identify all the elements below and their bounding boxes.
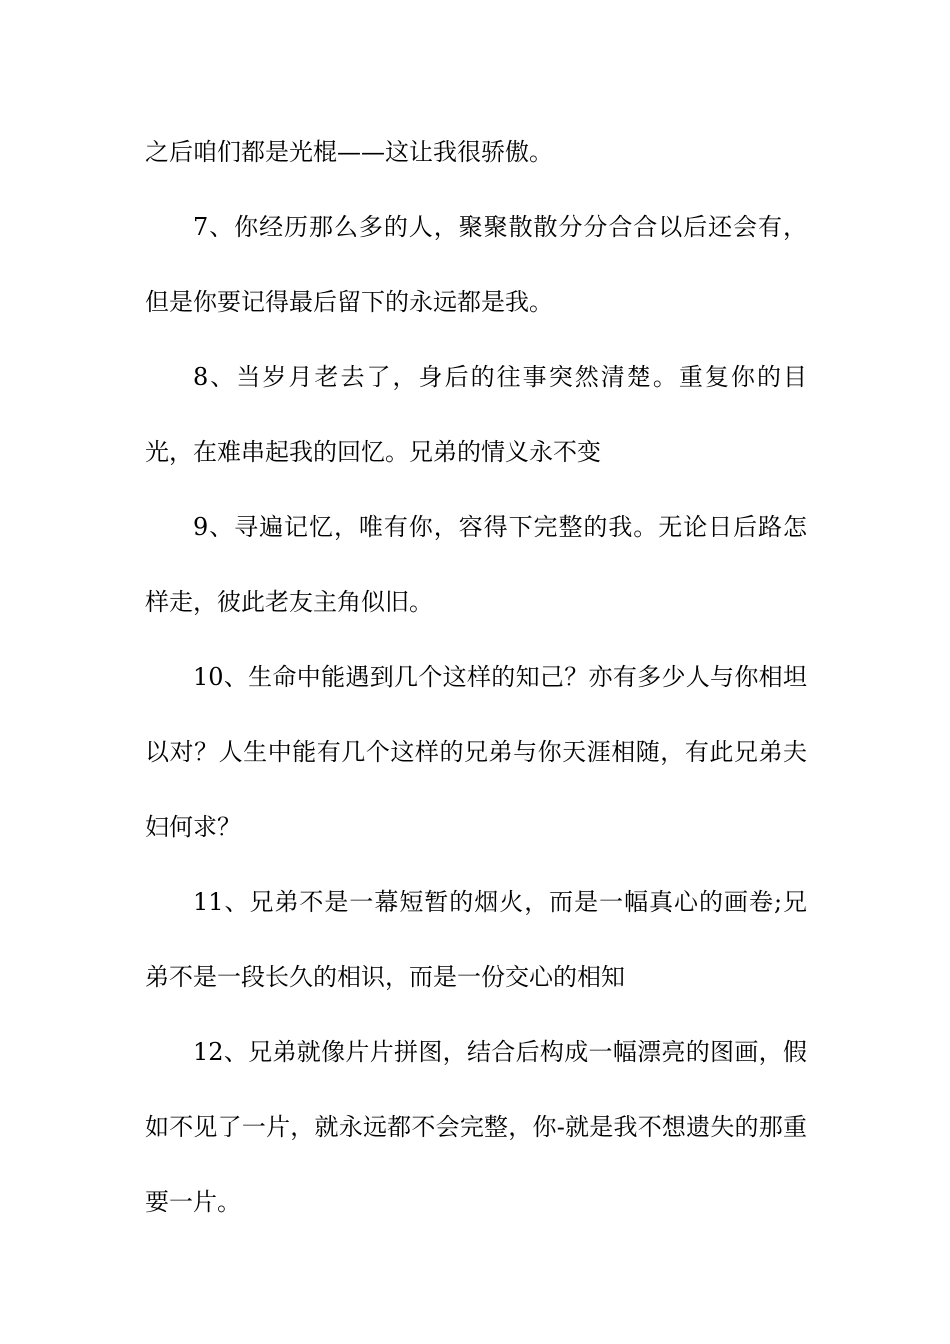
paragraph-10: 10、生命中能遇到几个这样的知己？亦有多少人与你相坦以对？人生中能有几个这样的兄弟与你天涯相随，有此兄弟夫妇何求？ [145, 663, 807, 841]
document-body [145, 115, 807, 1240]
paragraph-continuation: 之后咱们都是光棍——这让我很骄傲。 [145, 138, 553, 166]
paragraph-8: 8、当岁月老去了，身后的往事突然清楚。重复你的目光，在难串起我的回忆。兄弟的情义永不变 [145, 363, 807, 466]
paragraph-9: 9、寻遍记忆，唯有你，容得下完整的我。无论日后路怎样走，彼此老友主角似旧。 [145, 513, 807, 616]
paragraph-11: 11、兄弟不是一幕短暂的烟火，而是一幅真心的画卷;兄弟不是一段长久的相识，而是一份交心的相知 [145, 888, 807, 991]
paragraph-7: 7、你经历那么多的人，聚聚散散分分合合以后还会有，但是你要记得最后留下的永远都是我。 [145, 213, 807, 316]
paragraph-12: 12、兄弟就像片片拼图，结合后构成一幅漂亮的图画，假如不见了一片，就永远都不会完整，你-就是我不想遗失的那重要一片。 [145, 1038, 807, 1216]
